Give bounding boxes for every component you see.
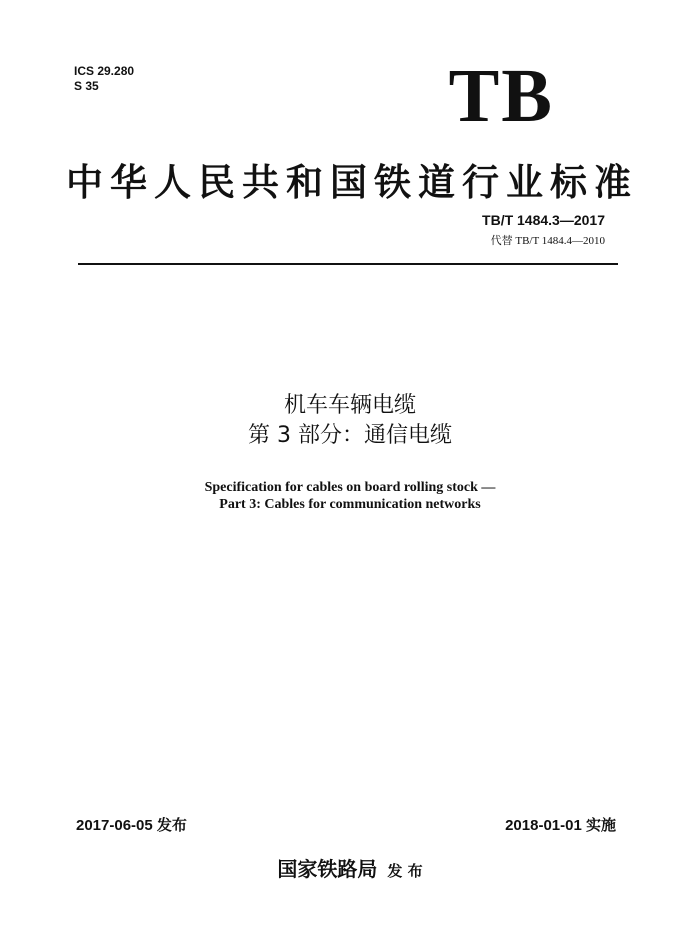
ics-code-block — [74, 64, 134, 94]
en-title-line2: Part 3: Cables for communication networks — [219, 497, 481, 512]
cn-title-line1: 机车车辆电缆 — [283, 393, 416, 418]
standard-number: TB/T 1484.3—2017 — [482, 212, 605, 228]
ics-code: ICS 29.280 — [74, 64, 135, 78]
tb-logo: TB — [448, 54, 554, 138]
issue-date: 2017-06-05 发布 — [76, 817, 187, 834]
cn-title-line2: 第 3 部分：通信电缆 — [248, 423, 452, 448]
replaces-standard: 代替 TB/T 1484.4—2010 — [490, 235, 605, 247]
classification-code: S 35 — [74, 79, 99, 93]
publisher-name: 国家铁路局 — [277, 857, 378, 881]
publisher-line — [0, 853, 700, 882]
effective-date: 2018-01-01 实施 — [505, 817, 616, 834]
publisher-suffix: 发 布 — [387, 862, 423, 880]
en-title-line1: Specification for cables on board rolling stock — — [204, 480, 496, 495]
header-divider — [78, 263, 618, 265]
standard-title: 中华人民共和国铁道行业标准 — [66, 160, 638, 204]
